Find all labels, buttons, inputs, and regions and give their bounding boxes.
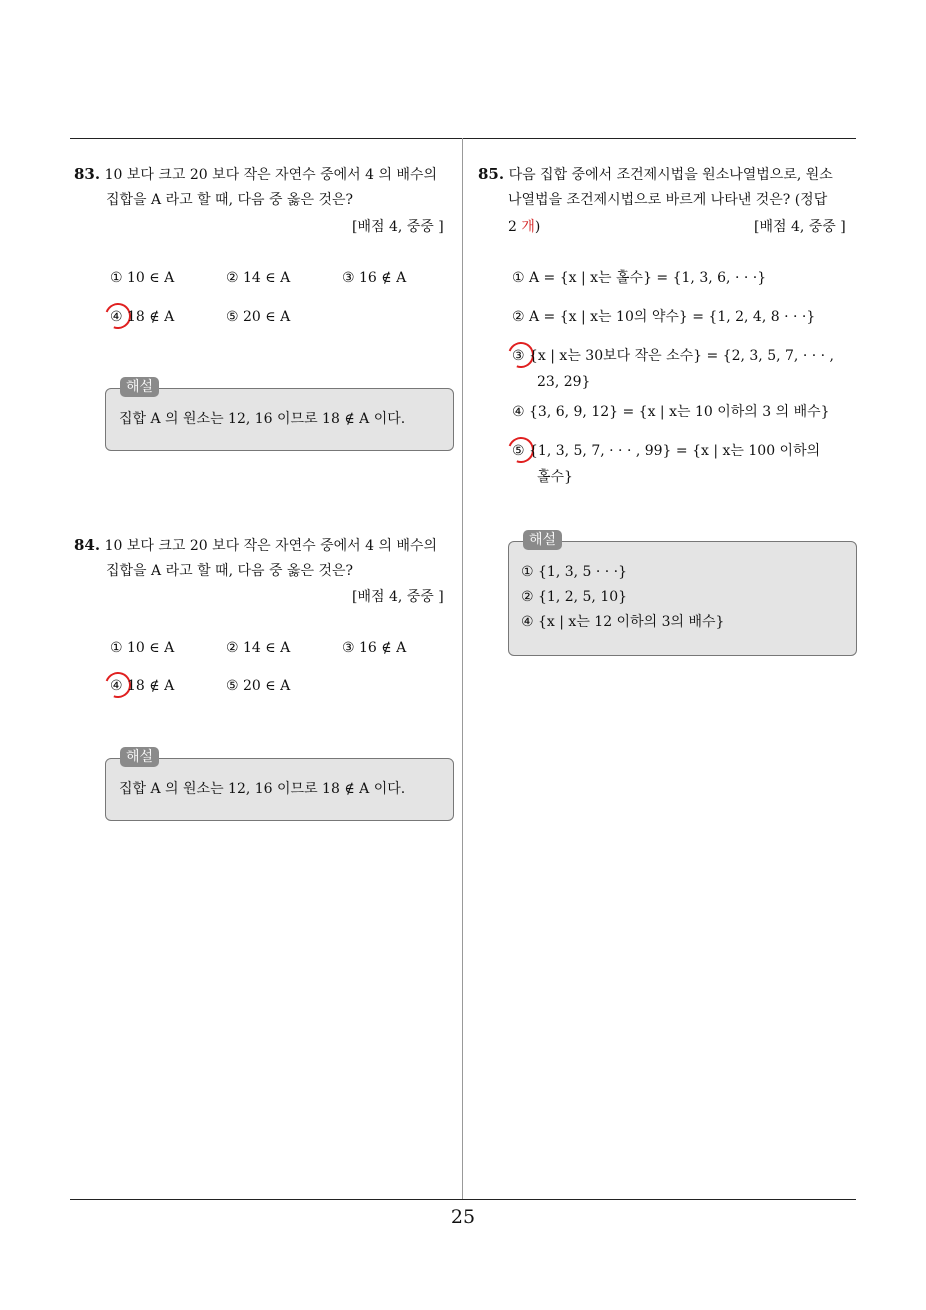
choice-2[interactable]: ② 14 ∈ A (226, 270, 291, 286)
choice-4[interactable]: ④ 18 ∉ A (110, 678, 175, 694)
page-number: 25 (450, 1206, 476, 1228)
question-number: 84. (74, 536, 101, 554)
choice-1[interactable]: ① 10 ∈ A (110, 270, 175, 286)
solution-box (508, 541, 857, 656)
solution-label: 해설 (120, 747, 159, 767)
choice-2[interactable]: ② A = {x | x는 10의 약수} = {1, 2, 4, 8 · · ·} (512, 309, 816, 325)
solution-label: 해설 (523, 530, 562, 550)
question-text-line: 집합을 A 라고 할 때, 다음 중 옳은 것은? (106, 192, 354, 208)
choice-5[interactable]: ⑤ 20 ∈ A (226, 309, 291, 325)
solution-line: ② {1, 2, 5, 10} (521, 589, 628, 605)
score-meta: [배점 4, 중중 ] (352, 589, 444, 605)
solution-line: ④ {x | x는 12 이하의 3의 배수} (521, 614, 725, 630)
choice-3[interactable]: ③ 16 ∉ A (342, 270, 407, 286)
choice-5-continued: 홀수} (537, 469, 573, 485)
solution-line: ① {1, 3, 5 · · ·} (521, 564, 628, 580)
question-text-line: 10 보다 크고 20 보다 작은 자연수 중에서 4 의 배수의 (104, 538, 438, 554)
choice-3[interactable]: ③ {x | x는 30보다 작은 소수} = {2, 3, 5, 7, · · · , (512, 348, 834, 364)
score-meta: [배점 4, 중중 ] (352, 219, 444, 235)
question-text-line: 다음 집합 중에서 조건제시법을 원소나열법으로, 원소 (508, 167, 833, 183)
question-number: 83. (74, 165, 101, 183)
solution-text: 집합 A 의 원소는 12, 16 이므로 18 ∉ A 이다. (119, 781, 406, 797)
question-number: 85. (478, 165, 505, 183)
choice-5[interactable]: ⑤ {1, 3, 5, 7, · · · , 99} = {x | x는 100 이하의 (512, 443, 821, 459)
solution-text: 집합 A 의 원소는 12, 16 이므로 18 ∉ A 이다. (119, 411, 406, 427)
column-divider (462, 138, 463, 1200)
question-text-line: 집합을 A 라고 할 때, 다음 중 옳은 것은? (106, 563, 354, 579)
choice-4[interactable]: ④ 18 ∉ A (110, 309, 175, 325)
question-text-line: 나열법을 조건제시법으로 바르게 나타낸 것은? (정답 (508, 192, 828, 208)
answer-count-highlight: 개 (521, 219, 535, 235)
choice-3[interactable]: ③ 16 ∉ A (342, 640, 407, 656)
bottom-rule (70, 1199, 856, 1200)
choice-1[interactable]: ① 10 ∈ A (110, 640, 175, 656)
choice-4[interactable]: ④ {3, 6, 9, 12} = {x | x는 10 이하의 3 의 배수} (512, 404, 830, 420)
solution-box (105, 388, 454, 451)
choice-3-continued: 23, 29} (537, 374, 591, 390)
score-meta: [배점 4, 중중 ] (754, 219, 846, 235)
top-rule (70, 138, 856, 139)
question-text-line: 10 보다 크고 20 보다 작은 자연수 중에서 4 의 배수의 (104, 167, 438, 183)
solution-label: 해설 (120, 377, 159, 397)
solution-box (105, 758, 454, 821)
choice-1[interactable]: ① A = {x | x는 홀수} = {1, 3, 6, · · ·} (512, 270, 767, 286)
question-text-line: 2 개) (508, 219, 541, 235)
choice-5[interactable]: ⑤ 20 ∈ A (226, 678, 291, 694)
choice-2[interactable]: ② 14 ∈ A (226, 640, 291, 656)
